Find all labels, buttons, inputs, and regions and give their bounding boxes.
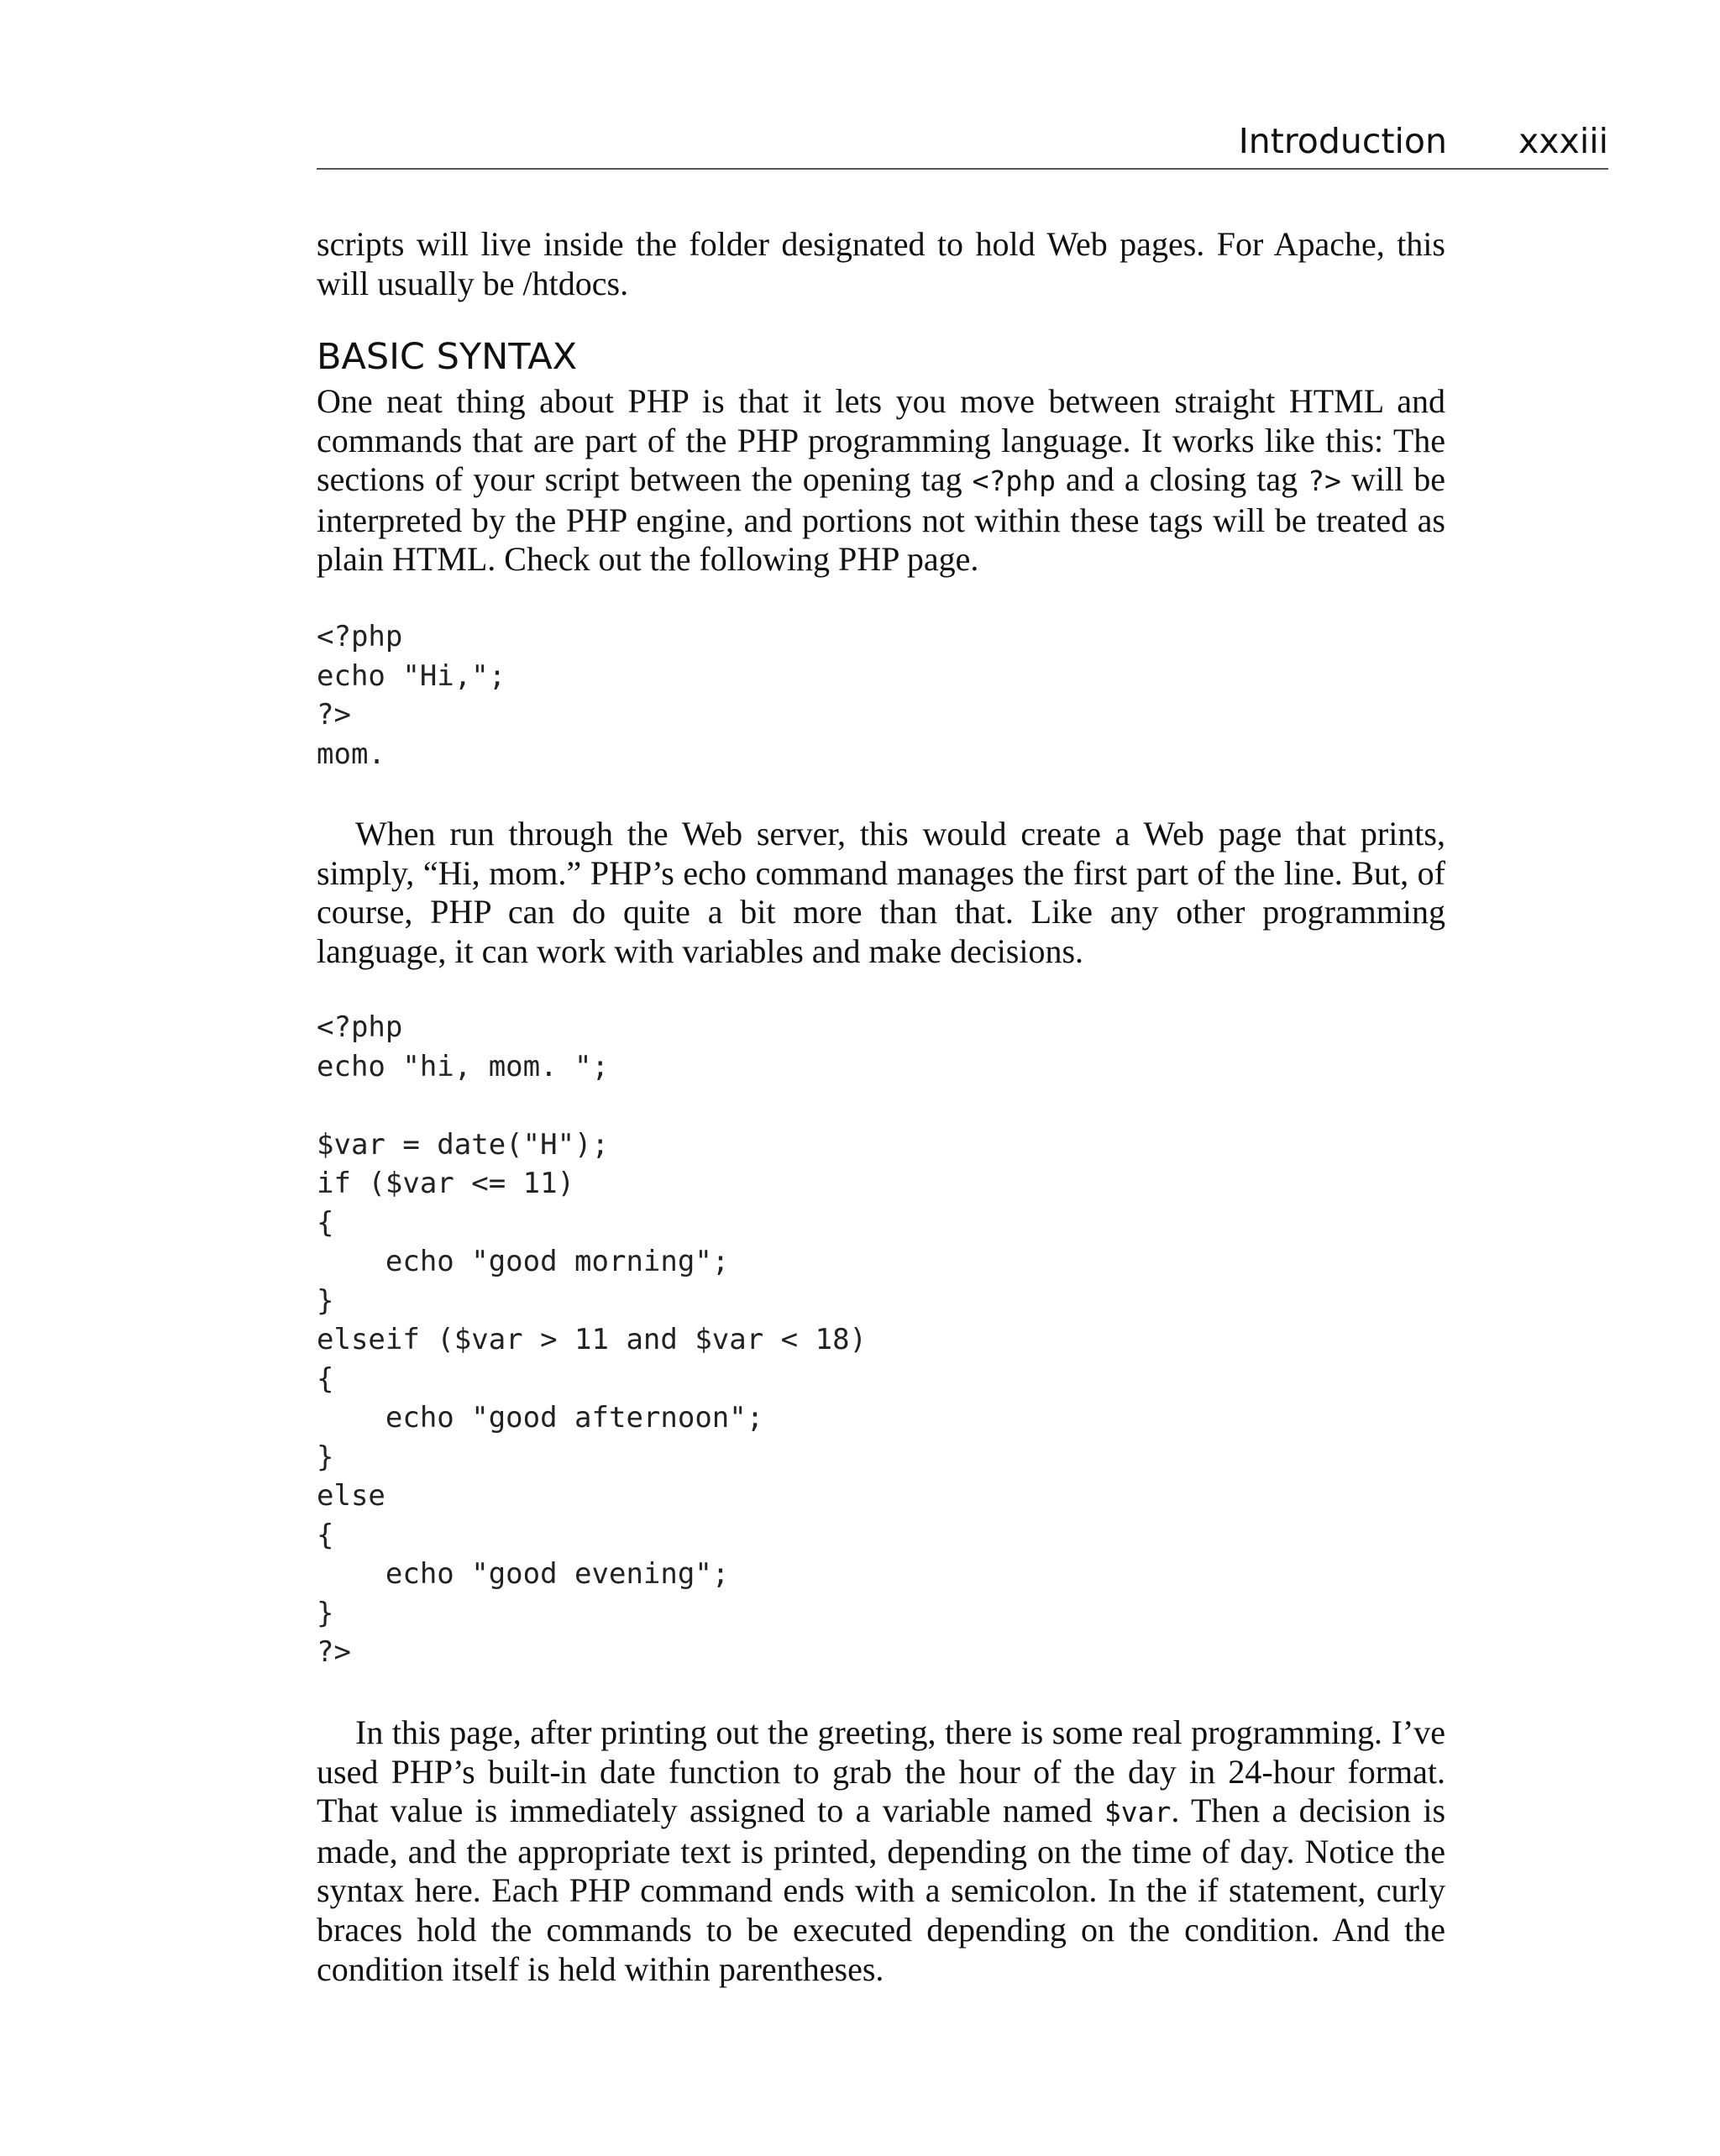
paragraph-text: One neat thing about PHP is that it lets you move between straight HTML and commands that are part of the PHP programming language. It works like this: The sections of your script between the opening tag: [317, 382, 1445, 499]
paragraph-text: . Then a decision is made, and the appropriate text is printed, depending on the time of day. Notice the syntax here. Each PHP command ends with a semicolon. In the if statement, curly braces hold the commands to be executed depending on the condition. And the condition itself is held within parentheses.: [317, 1791, 1446, 1988]
header-section-title: Introduction: [1238, 121, 1447, 161]
paragraph-text: In this page, after printing out the greeting, there is some real programming. I’ve used PHP’s built-in date function to grab the hour of the day in 24-hour format. That value is immediately assigned to a variable named: [317, 1713, 1445, 1830]
header-page-number: xxxiii: [1518, 121, 1608, 161]
code-listing-hi-mom: <?php echo "Hi,"; ?> mom.: [317, 620, 506, 771]
paragraph-date-explanation: [317, 1713, 1445, 1989]
paragraph-basic-syntax: [317, 382, 1445, 580]
paragraph-text: and a closing tag: [1055, 460, 1308, 499]
running-header: [317, 118, 1608, 170]
inline-code-close-tag: ?>: [1308, 464, 1341, 498]
inline-code-open-tag: <?php: [972, 464, 1056, 498]
paragraph-text: will be interpreted by the PHP engine, and portions not within these tags will be treated as plain HTML. Check out the following PHP page.: [317, 460, 1445, 579]
section-heading: BASIC SYNTAX: [317, 336, 578, 378]
paragraph-echo-explanation: When run through the Web server, this would create a Web page that prints, simply, “Hi, mom.” PHP’s echo command manages the first part of the line. But, of course, PHP can do quite a bit more than that. Like any other programming language, it can work with variables and make decisions.: [317, 815, 1445, 970]
paragraph-htdocs: scripts will live inside the folder designated to hold Web pages. For Apache, this will usually be /htdocs.: [317, 225, 1445, 302]
code-listing-greeting: <?php echo "hi, mom. "; $var = date("H"); if ($var <= 11) { echo "good morning"; } elseif ($var > 11 and $var < 18) { echo "good afternoon"; } else { echo "good evening"; } ?>: [317, 1010, 868, 1669]
inline-code-var: $var: [1104, 1796, 1172, 1829]
